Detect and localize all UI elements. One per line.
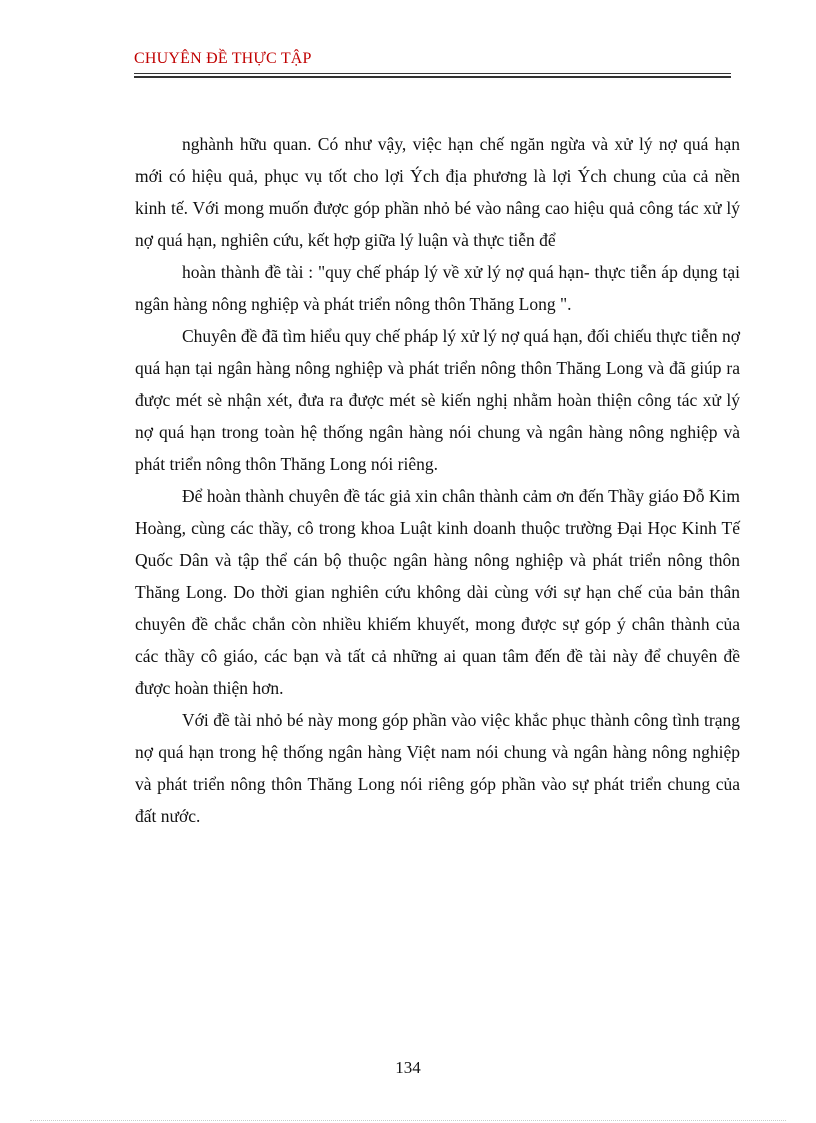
page-header <box>134 49 734 69</box>
header-rule-thick <box>134 76 731 78</box>
paragraph-3: Chuyên đề đã tìm hiểu quy chế pháp lý xử lý nợ quá hạn, đối chiếu thực tiễn nợ quá hạn tại ngân hàng nông nghiệp và phát triển nông thôn Thăng Long và đã giúp ra được mét sè nhận xét, đưa ra được mét sè kiến nghị nhằm hoàn thiện công tác xử lý nợ quá hạn trong toàn hệ thống ngân hàng nói chung và ngân hàng nông nghiệp và phát triển nông thôn Thăng Long nói riêng. <box>135 326 740 474</box>
header-rule-thin <box>134 73 731 74</box>
body-text <box>135 128 740 832</box>
paragraph-4: Để hoàn thành chuyên đề tác giả xin chân thành cảm ơn đến Thầy giáo Đỗ Kim Hoàng, cùng các thầy, cô trong khoa Luật kinh doanh thuộc trường Đại Học Kinh Tế Quốc Dân và tập thể cán bộ thuộc ngân hàng nông nghiệp và phát triển nông thôn Thăng Long. Do thời gian nghiên cứu không dài cùng với sự hạn chế của bản thân chuyên đề chắc chắn còn nhiều khiếm khuyết, mong được sự góp ý chân thành của các thầy cô giáo, các bạn và tất cả những ai quan tâm đến đề tài này để chuyên đề được hoàn thiện hơn. <box>135 486 740 698</box>
bottom-divider <box>30 1120 786 1121</box>
paragraph-2: hoàn thành đề tài : "quy chế pháp lý về xử lý nợ quá hạn- thực tiễn áp dụng tại ngân hàng nông nghiệp và phát triển nông thôn Thăng Long ". <box>135 262 740 314</box>
header-title: CHUYÊN ĐỀ THỰC TẬP <box>134 50 312 67</box>
paragraph-1: nghành hữu quan. Có như vậy, việc hạn chế ngăn ngừa và xử lý nợ quá hạn mới có hiệu quả, phục vụ tốt cho lợi Ých địa phương là lợi Ých chung của cả nền kinh tế. Với mong muốn được góp phần nhỏ bé vào nâng cao hiệu quả công tác xử lý nợ quá hạn, nghiên cứu, kết hợp giữa lý luận và thực tiễn để <box>135 134 740 250</box>
page-number: 134 <box>395 1058 421 1077</box>
paragraph-5: Với đề tài nhỏ bé này mong góp phần vào việc khắc phục thành công tình trạng nợ quá hạn trong hệ thống ngân hàng Việt nam nói chung và ngân hàng nông nghiệp và phát triển nông thôn Thăng Long nói riêng góp phần vào sự phát triển chung của đất nước. <box>135 710 740 826</box>
